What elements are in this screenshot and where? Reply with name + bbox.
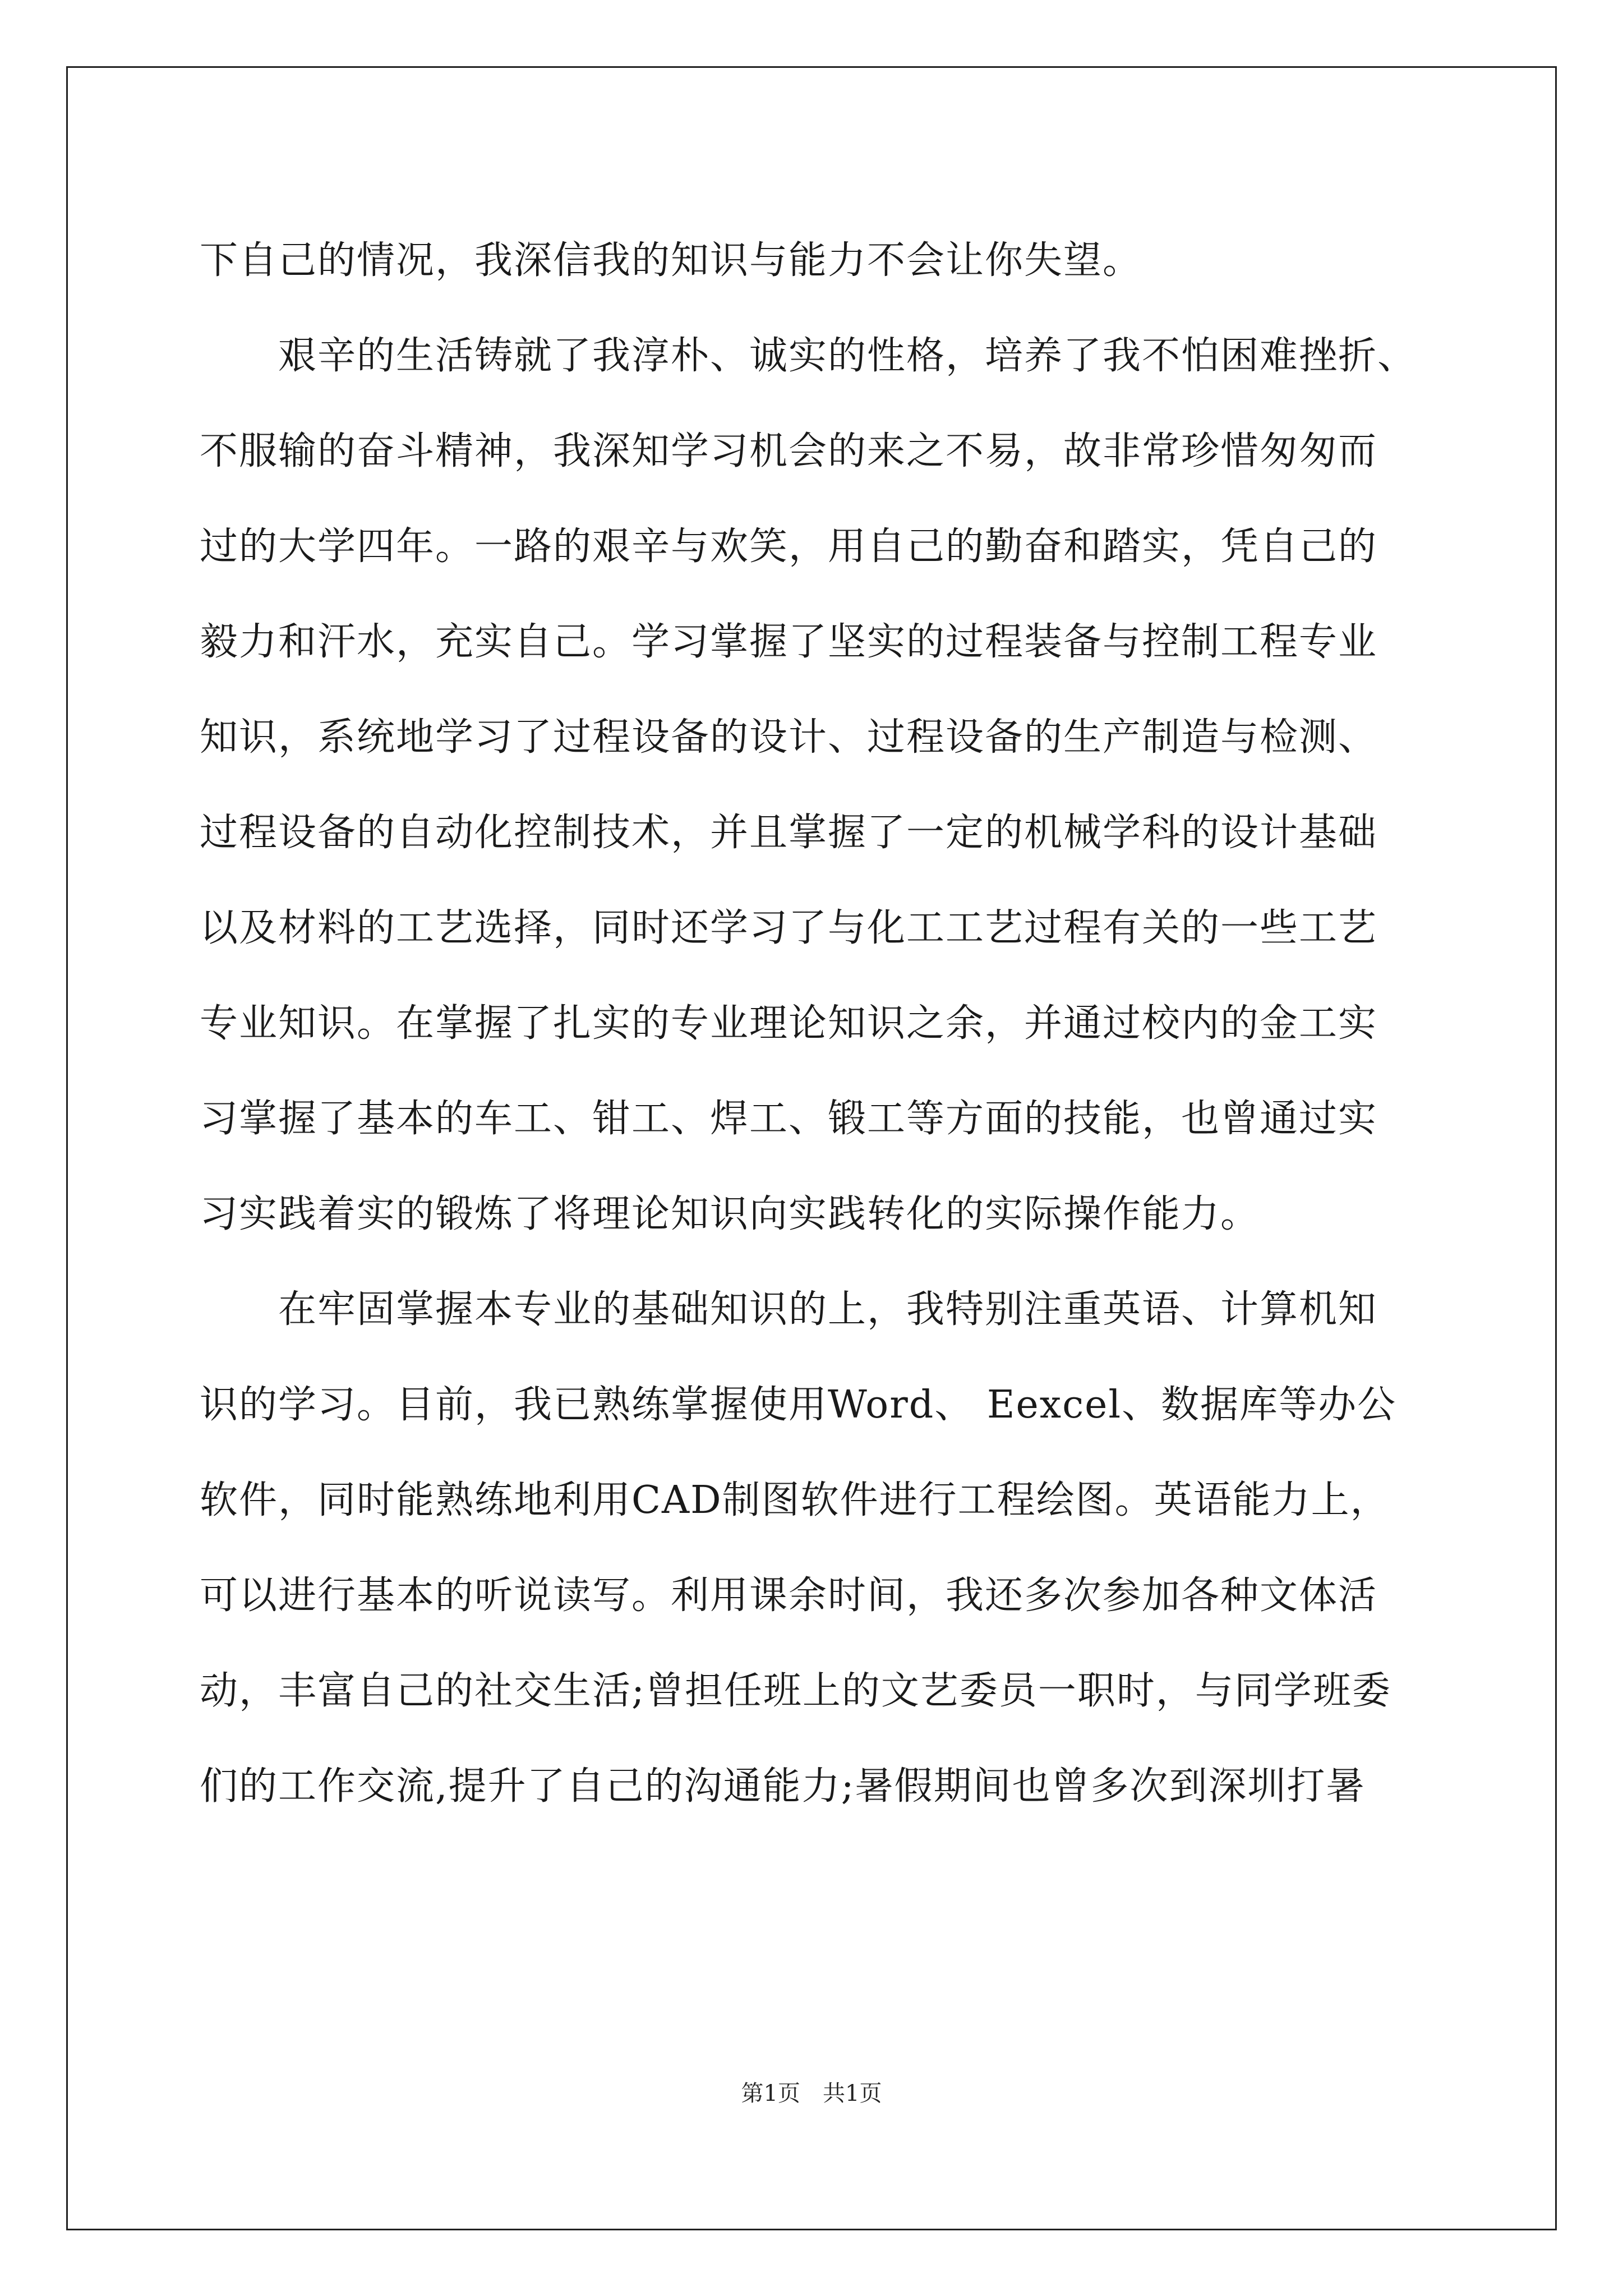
text-line-6: 知识，系统地学习了过程设备的设计、过程设备的生产制造与检测、 [200,715,1378,760]
text-line-7: 过程设备的自动化控制技术，并且掌握了一定的机械学科的设计基础 [200,811,1378,855]
text-line-16: 动，丰富自己的社交生活;曾担任班上的文艺委员一职时，与同学班委 [200,1669,1391,1713]
text-line-2: 艰辛的生活铸就了我淳朴、诚实的性格，培养了我不怕困难挫折、 [278,334,1417,378]
text-line-14: 软件，同时能熟练地利用CAD制图软件进行工程绘图。英语能力上， [200,1478,1390,1522]
text-line-13: 识的学习。目前，我已熟练掌握使用Word、 Eexcel、数据库等办公 [200,1383,1397,1427]
text-line-12: 在牢固掌握本专业的基础知识的上，我特别注重英语、计算机知 [278,1287,1378,1332]
text-line-17: 们的工作交流,提升了自己的沟通能力;暑假期间也曾多次到深圳打暑 [200,1764,1366,1809]
document-body [200,213,1433,1834]
page-number-footer: 第1页 共1页 [741,2081,882,2106]
text-line-1: 下自己的情况，我深信我的知识与能力不会让你失望。 [200,238,1142,283]
text-line-15: 可以进行基本的听说读写。利用课余时间，我还多次参加各种文体活 [200,1573,1378,1618]
text-line-8: 以及材料的工艺选择，同时还学习了与化工工艺过程有关的一些工艺 [200,906,1378,950]
text-line-5: 毅力和汗水，充实自己。学习掌握了坚实的过程装备与控制工程专业 [200,620,1378,664]
text-line-4: 过的大学四年。一路的艰辛与欢笑，用自己的勤奋和踏实，凭自己的 [200,524,1378,569]
text-line-11: 习实践着实的锻炼了将理论知识向实践转化的实际操作能力。 [200,1192,1260,1236]
text-line-9: 专业知识。在掌握了扎实的专业理论知识之余，并通过校内的金工实 [200,1001,1378,1046]
text-line-10: 习掌握了基本的车工、钳工、焊工、锻工等方面的技能，也曾通过实 [200,1097,1378,1141]
text-line-3: 不服输的奋斗精神，我深知学习机会的来之不易，故非常珍惜匆匆而 [200,429,1378,473]
